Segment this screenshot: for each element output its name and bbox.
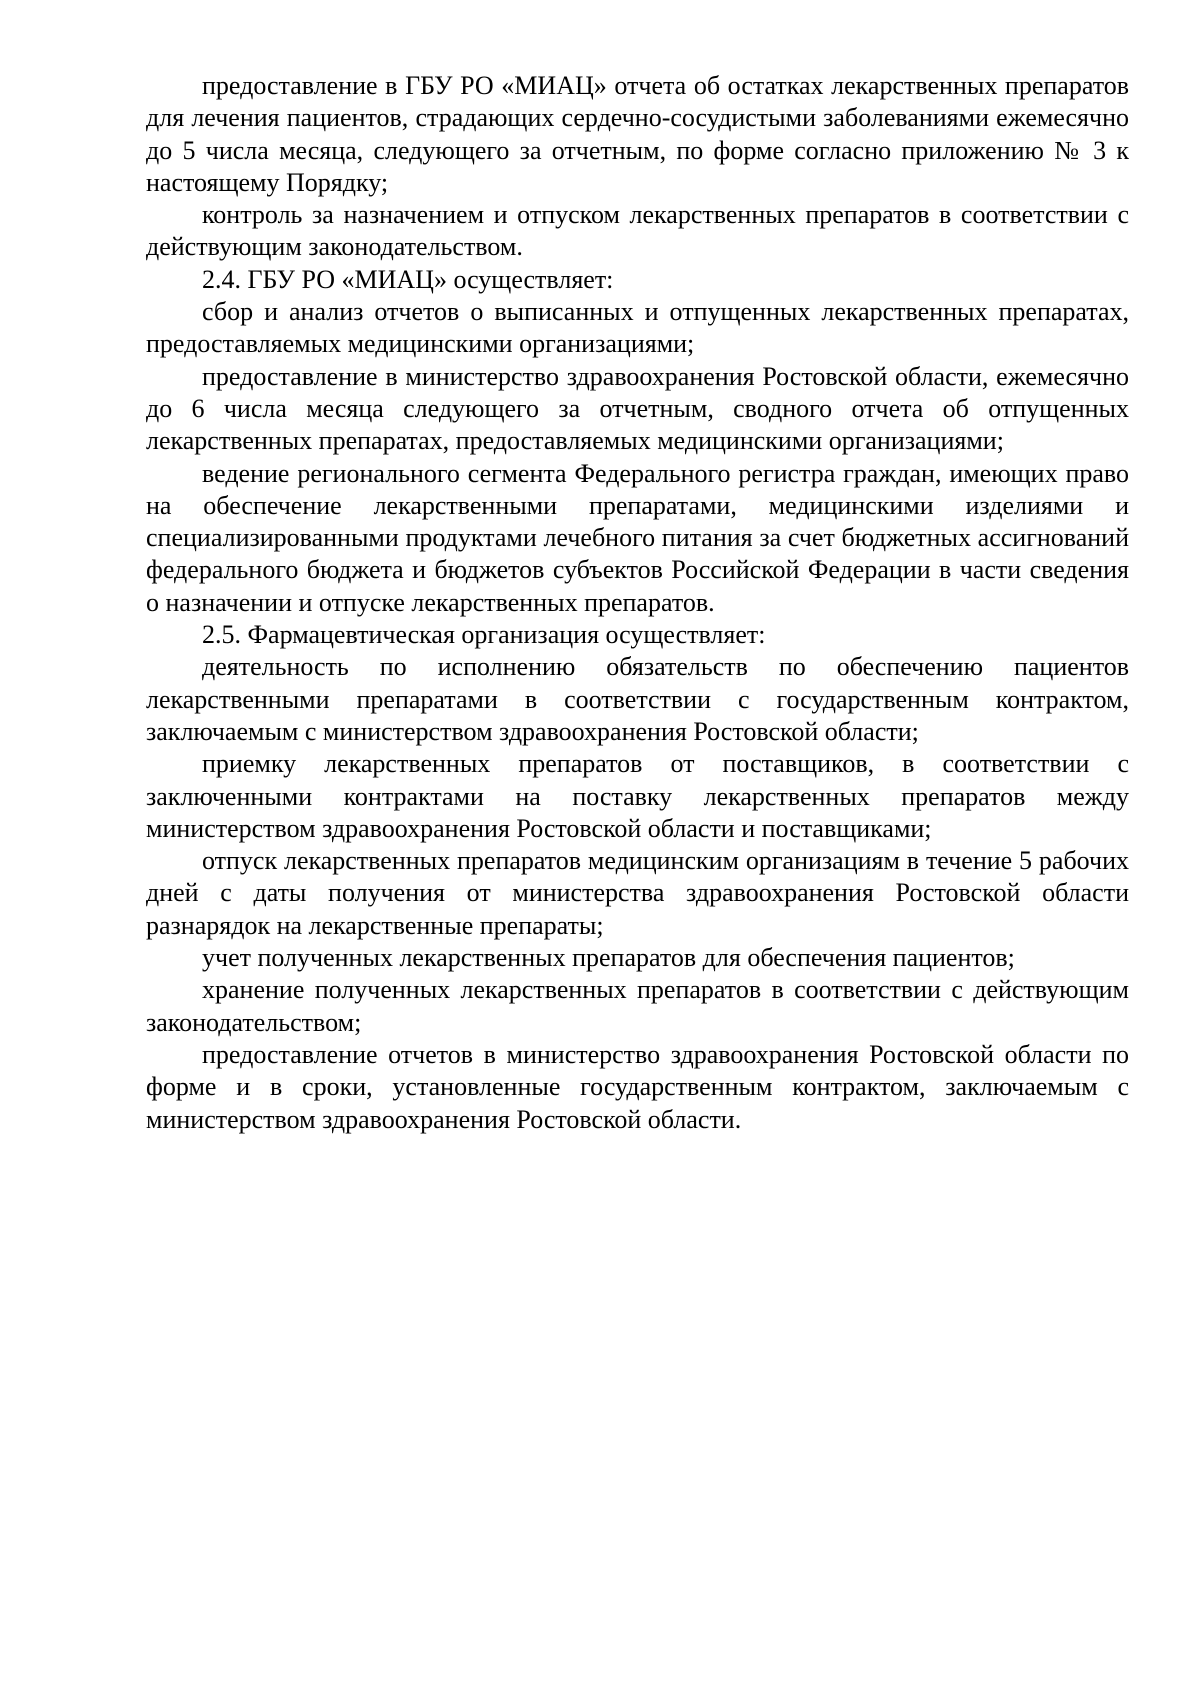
paragraph-contract-obligations: деятельность по исполнению обязательств по обеспечению пациентов лекарственными препаратами в соответствии с государственным контрактом, заключаемым с министерством здравоохранения Ростовской области; xyxy=(146,652,1129,746)
paragraph-report-analysis: сбор и анализ отчетов о выписанных и отпущенных лекарственных препаратах, предоставляемых медицинскими организациями; xyxy=(146,297,1129,359)
paragraph-dispensing: отпуск лекарственных препаратов медицинским организациям в течение 5 рабочих дней с даты получения от министерства здравоохранения Ростовской области разнарядок на лекарственные препараты; xyxy=(146,846,1129,940)
paragraph-summary-report: предоставление в министерство здравоохранения Ростовской области, ежемесячно до 6 числа месяца следующего за отчетным, сводного отчета об отпущенных лекарственных препаратах, предоставляемых медицинскими организациями; xyxy=(146,361,1129,456)
paragraph-reporting: предоставление отчетов в министерство здравоохранения Ростовской области по форме и в сроки, установленные государственным контрактом, заключаемым с министерством здравоохранения Ростовской области. xyxy=(146,1039,1129,1134)
paragraph-prescription-control: контроль за назначением и отпуском лекарственных препаратов в соответствии с действующим законодательством. xyxy=(146,200,1129,262)
paragraph-storage: хранение полученных лекарственных препаратов в соответствии с действующим законодательством; xyxy=(146,975,1129,1037)
paragraph-accounting: учет полученных лекарственных препаратов для обеспечения пациентов; xyxy=(202,943,1015,973)
section-heading-2-4: 2.4. ГБУ РО «МИАЦ» осуществляет: xyxy=(202,264,614,294)
paragraph-supplier-acceptance: приемку лекарственных препаратов от поставщиков, в соответствии с заключенными контрактами на поставку лекарственных препаратов между министерством здравоохранения Ростовской области и поставщиками; xyxy=(146,749,1129,843)
paragraph-miac-residual-report: предоставление в ГБУ РО «МИАЦ» отчета об остатках лекарственных препаратов для лечения пациентов, страдающих сердечно-сосудистыми заболеваниями ежемесячно до 5 числа месяца, следующего за отчетным, по форме согласно приложению № 3 к настоящему Порядку; xyxy=(146,71,1129,197)
paragraph-federal-register: ведение регионального сегмента Федерального регистра граждан, имеющих право на обеспечение лекарственными препаратами, медицинскими изделиями и специализированными продуктами лечебного питания за счет бюджетных ассигнований федерального бюджета и бюджетов субъектов Российской Федерации в части сведения о назначении и отпуске лекарственных препаратов. xyxy=(146,458,1129,617)
section-heading-2-5: 2.5. Фармацевтическая организация осуществляет: xyxy=(202,620,766,650)
document-page xyxy=(146,70,1129,1136)
